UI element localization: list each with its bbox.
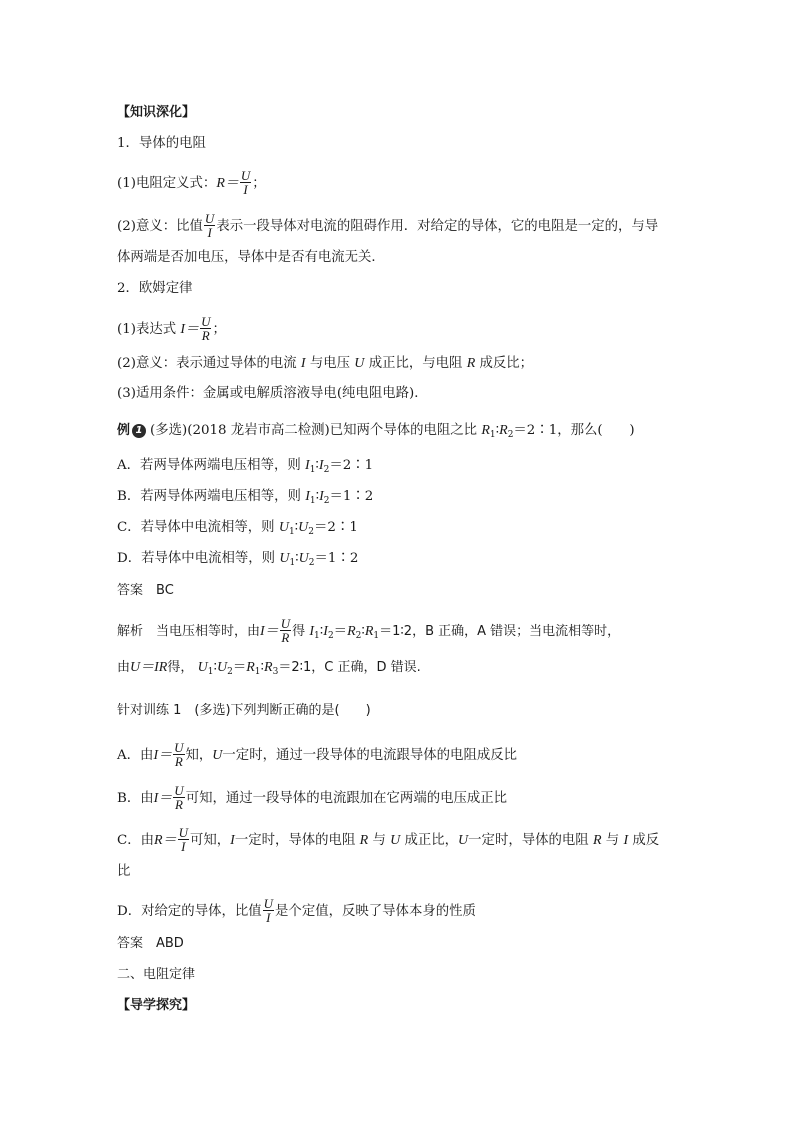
- training-option-b: B．由I＝ $\frac{U}{R}$ 可知，通过一段导体的电流跟加在它两端的电压成正比: [117, 783, 508, 812]
- ohm-meaning: (2)意义：表示通过导体的电流 I 与电压 U 成正比，与电阻 R 成反比；: [117, 356, 534, 371]
- example-option-b: B．若两导体两端电压相等，则 $I_1∶I_2=1∶2$: [117, 489, 374, 506]
- example-option-c: C．若导体中电流相等，则 $U_1∶U_2=2∶1$: [117, 520, 358, 537]
- training-option-d: D．对给定的导体，比值 $\frac{U}{I}$ 是个定值，反映了导体本身的性质: [117, 896, 476, 925]
- fraction-u-over-r: $\frac{U}{R}$: [280, 616, 291, 645]
- fraction-u-over-r: $\frac{U}{R}$: [174, 740, 184, 769]
- resistance-meaning-line2: 体两端是否加电压，导体中是否有电流无关．: [117, 250, 385, 265]
- training-answer: 答案 ABD: [117, 936, 184, 951]
- guide-heading: 【导学探究】: [117, 998, 196, 1013]
- example-analysis-line1: 解析 当电压相等时，由I＝ $\frac{U}{R}$ 得 $I_1∶I_2=R_2∶R_1=1∶2$，B 正确，A 错误；当电流相等时，: [117, 616, 621, 645]
- item1-title: 1．导体的电阻: [117, 136, 206, 151]
- ohm-conditions: (3)适用条件：金属或电解质溶液导电(纯电阻电路)．: [117, 386, 428, 401]
- ohm-expression: (1)表达式 I＝ $\frac{U}{R}$ ；: [117, 314, 226, 343]
- item2-title: 2．欧姆定律: [117, 281, 193, 296]
- fraction-u-over-i: $\frac{U}{I}$: [204, 211, 215, 240]
- example-option-a: A．若两导体两端电压相等，则 $I_1∶I_2=2∶1$: [117, 458, 374, 475]
- fraction-u-over-i: $\frac{U}{I}$: [240, 168, 251, 197]
- training-option-c-line2: 比: [117, 864, 131, 879]
- training-option-a: A．由I＝ $\frac{U}{R}$ 知，U一定时，通过一段导体的电流跟导体的电阻成反比: [117, 740, 518, 769]
- fraction-u-over-i: $\frac{U}{I}$: [178, 825, 188, 854]
- example-answer: 答案 BC: [117, 583, 174, 598]
- fraction-u-over-r: $\frac{U}{R}$: [201, 314, 211, 343]
- example-option-d: D．若导体中电流相等，则 $U_1∶U_2=1∶2$: [117, 551, 359, 568]
- example-number-badge: 1: [132, 424, 146, 438]
- resistance-definition: (1)电阻定义式：R＝ $\frac{U}{I}$ ；: [117, 168, 266, 197]
- fraction-u-over-i: $\frac{U}{I}$: [263, 896, 274, 925]
- example-analysis-line2: 由U＝IR得， $U_1∶U_2=R_1∶R_3=2∶1$，C 正确，D 错误.: [117, 660, 421, 677]
- knowledge-heading: 【知识深化】: [117, 105, 196, 120]
- example-stem: 例 1 (多选)(2018 龙岩市高二检测)已知两个导体的电阻之比 $R_1∶R_2=2∶1$，那么( ): [117, 423, 635, 440]
- training-option-c: C．由R＝ $\frac{U}{I}$ 可知，I一定时，导体的电阻 R 与 U 成正比，U一定时，导体的电阻 R 与 I 成反: [117, 825, 660, 854]
- resistance-meaning: (2)意义：比值 $\frac{U}{I}$ 表示一段导体对电流的阻碍作用．对给定的导体，它的电阻是一定的，与导: [117, 211, 659, 240]
- section2-title: 二、电阻定律: [117, 967, 196, 982]
- training-title: 针对训练 1 (多选)下列判断正确的是( ): [117, 703, 371, 718]
- fraction-u-over-r: $\frac{U}{R}$: [174, 783, 184, 812]
